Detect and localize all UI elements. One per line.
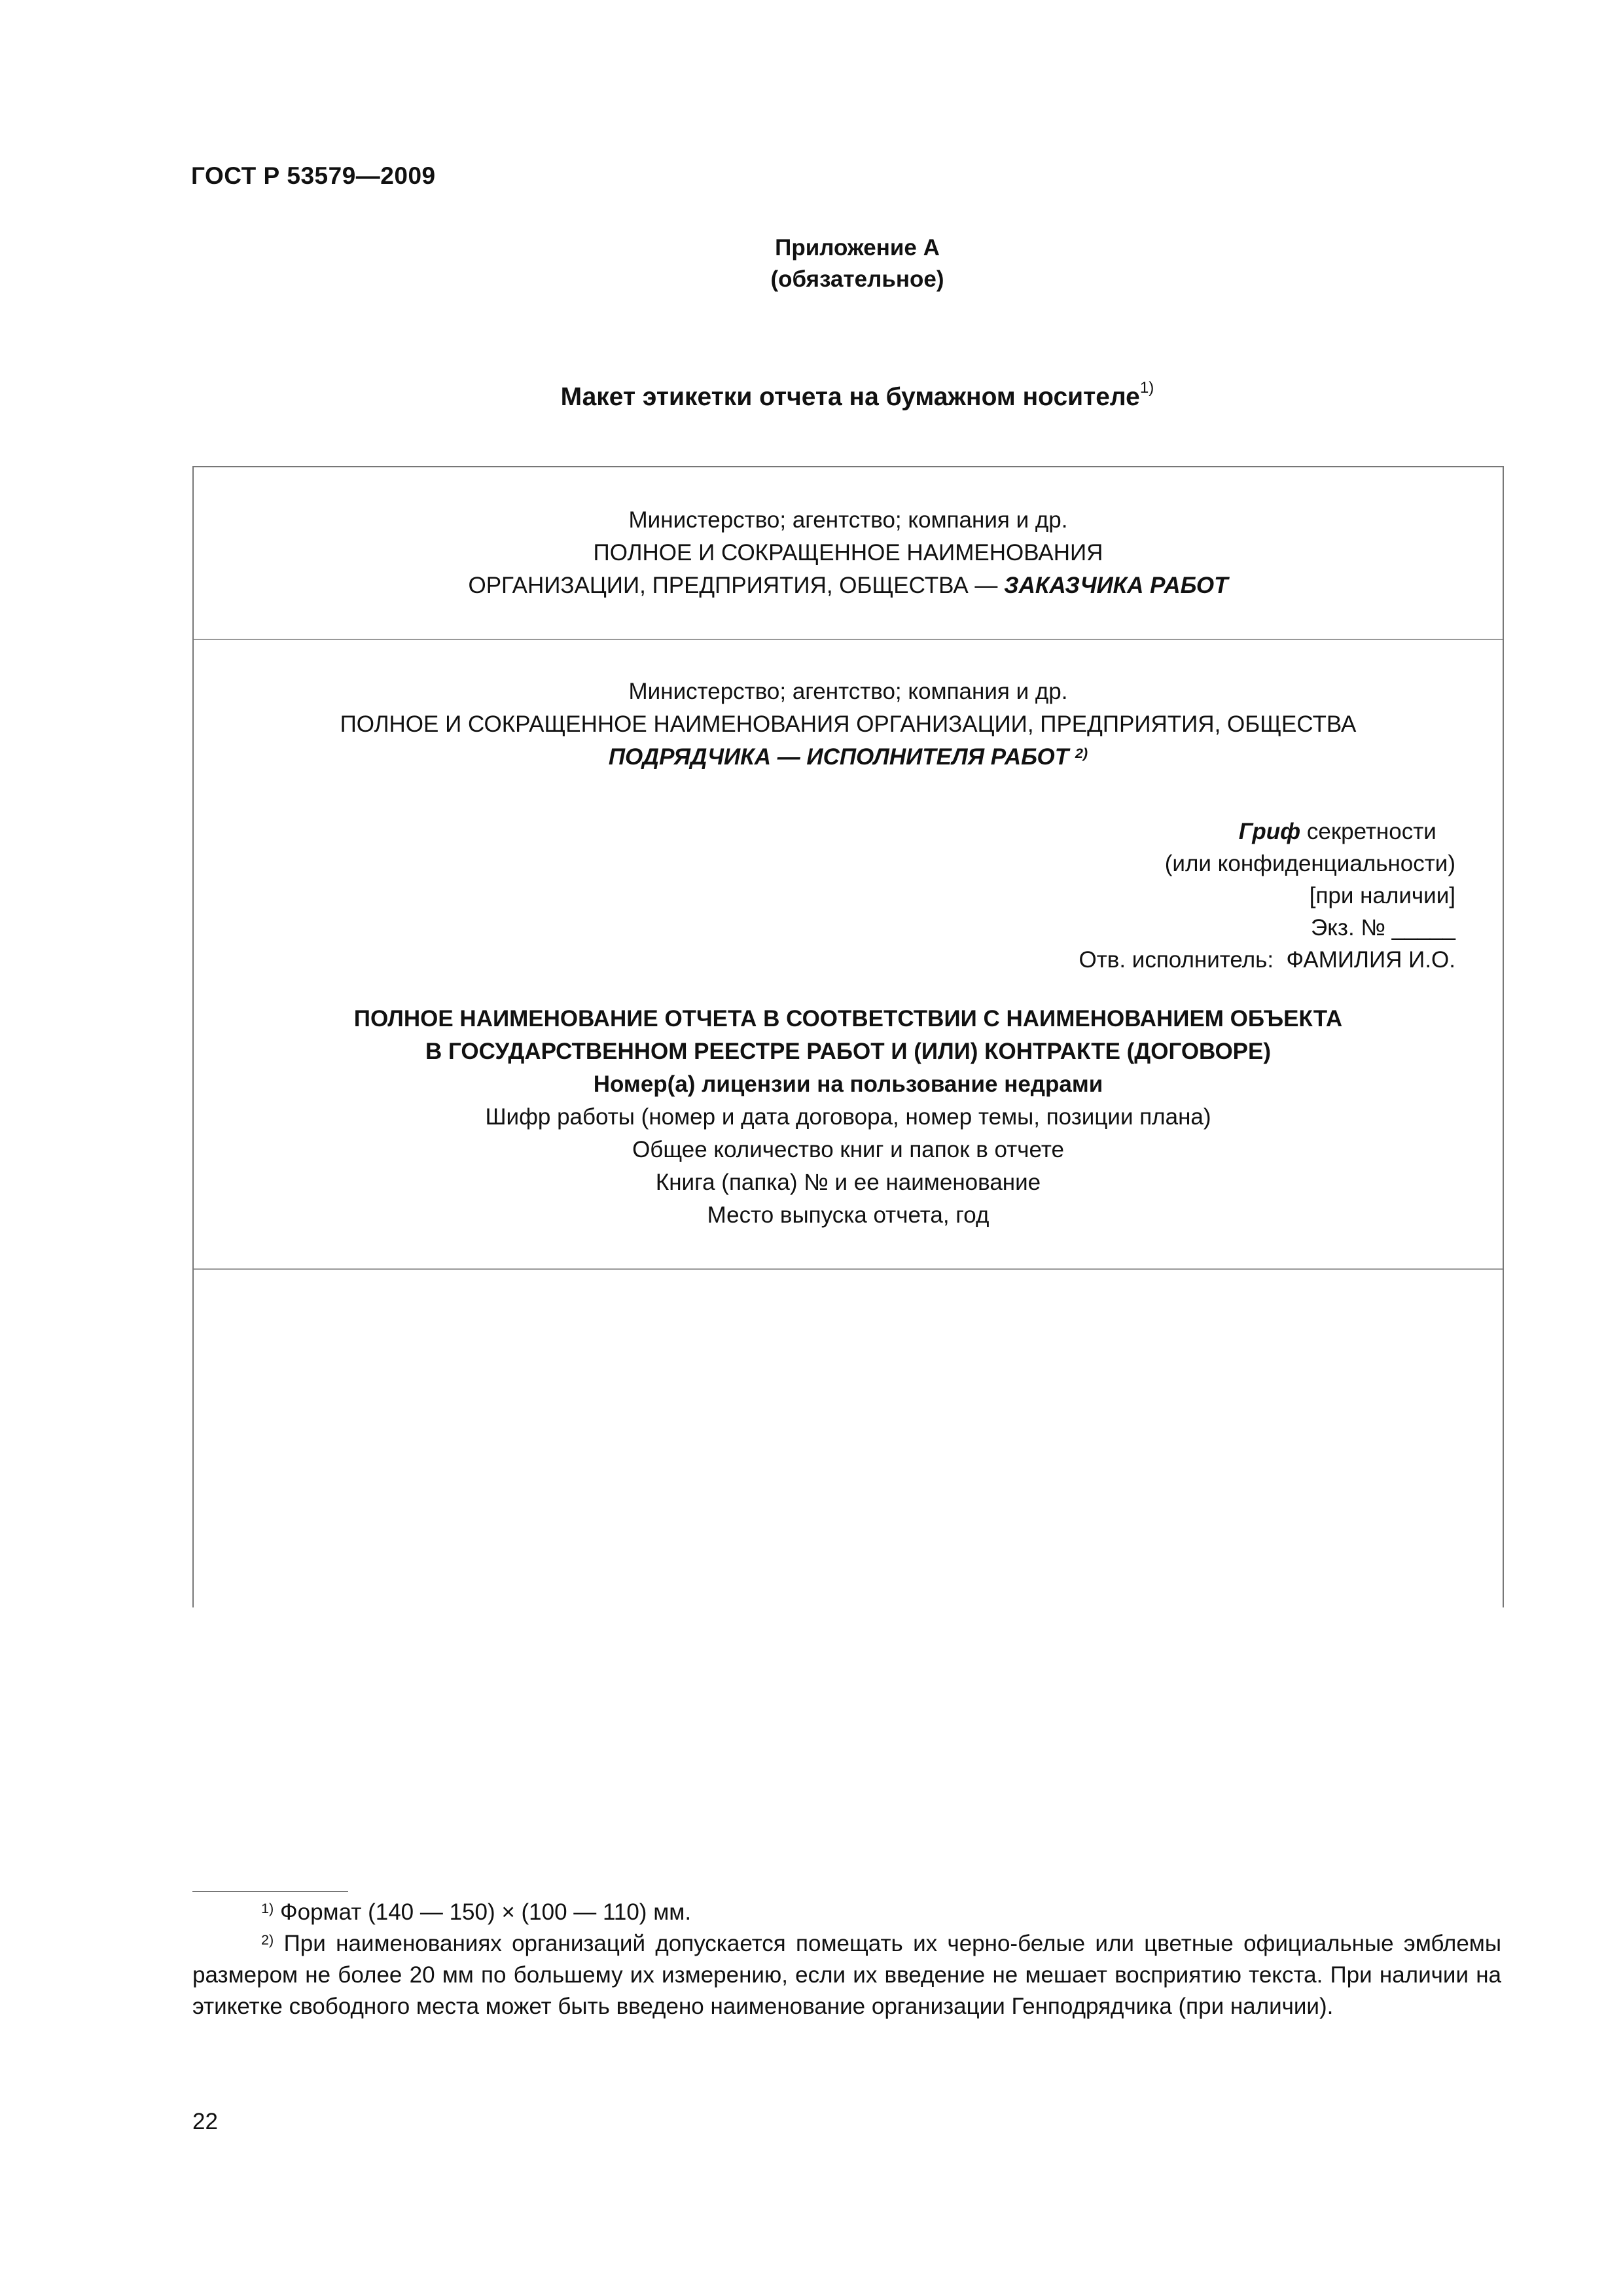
classification-block <box>1079 816 1455 976</box>
report-name-line1: ПОЛНОЕ НАИМЕНОВАНИЕ ОТЧЕТА В СООТВЕТСТВИИ С НАИМЕНОВАНИЕМ ОБЪЕКТА <box>353 1006 1343 1031</box>
customer-name-line: ПОЛНОЕ И СОКРАЩЕННОЕ НАИМЕНОВАНИЯ <box>593 540 1103 565</box>
grif-bold: Гриф <box>1238 819 1301 844</box>
confidentiality-line: (или конфиденциальности) <box>1164 851 1455 876</box>
license-line: Номер(а) лицензии на пользование недрами <box>593 1071 1103 1097</box>
appendix-status: (обязательное) <box>770 266 944 292</box>
executor-line: Отв. исполнитель: ФАМИЛИЯ И.О. <box>1079 947 1455 973</box>
document-code: ГОСТ Р 53579—2009 <box>191 162 436 189</box>
contractor-block <box>194 675 1503 774</box>
page-title <box>0 379 1623 412</box>
report-block <box>194 1003 1503 1232</box>
cipher-line: Шифр работы (номер и дата договора, номер темы, позиции плана) <box>485 1104 1211 1130</box>
page-title-text: Макет этикетки отчета на бумажном носителе <box>560 383 1140 411</box>
footnotes <box>192 1897 1501 2022</box>
footnote-1-text: Формат (140 — 150) × (100 — 110) мм. <box>274 1899 692 1925</box>
contractor-emphasis: ПОДРЯДЧИКА — ИСПОЛНИТЕЛЯ РАБОТ <box>608 744 1069 770</box>
label-layout-frame <box>192 466 1504 1607</box>
grif-rest: секретности <box>1300 819 1436 844</box>
footnote-2 <box>192 1928 1501 2022</box>
contractor-footnote-mark: 2) <box>1075 745 1088 761</box>
footnote-divider <box>192 1891 348 1892</box>
copy-number-line: Экз. № _____ <box>1311 915 1455 941</box>
appendix-heading <box>0 232 1623 295</box>
place-year-line: Место выпуска отчета, год <box>707 1202 990 1228</box>
footnote-1-mark: 1) <box>261 1900 274 1916</box>
books-total-line: Общее количество книг и папок в отчете <box>632 1137 1064 1162</box>
customer-org-prefix: ОРГАНИЗАЦИИ, ПРЕДПРИЯТИЯ, ОБЩЕСТВА — <box>468 573 1005 598</box>
contractor-emphasis-line <box>194 741 1503 774</box>
page-number: 22 <box>192 2109 218 2134</box>
footnote-1 <box>192 1897 1501 1928</box>
footnote-2-mark: 2) <box>261 1931 274 1948</box>
contractor-ministry-line: Министерство; агентство; компания и др. <box>628 679 1068 704</box>
book-name-line: Книга (папка) № и ее наименование <box>655 1170 1041 1195</box>
footnote-2-text: При наименованиях организаций допускается помещать их черно-белые или цветные официальные эмблемы размером не более 20 мм по большему их измерению, если их введение не мешает восприятию текста. При наличии на этикетке свободного места может быть введено наименование организации Генподрядчика (при наличии). <box>192 1931 1501 2019</box>
customer-ministry-line: Министерство; агентство; компания и др. <box>628 507 1068 533</box>
customer-block <box>194 504 1503 602</box>
contractor-section <box>194 639 1503 1270</box>
blank-section <box>194 1268 1503 1607</box>
contractor-name-line: ПОЛНОЕ И СОКРАЩЕННОЕ НАИМЕНОВАНИЯ ОРГАНИЗАЦИИ, ПРЕДПРИЯТИЯ, ОБЩЕСТВА <box>340 711 1357 737</box>
grif-line <box>1079 816 1455 848</box>
customer-emphasis: ЗАКАЗЧИКА РАБОТ <box>1004 573 1228 598</box>
title-footnote-mark: 1) <box>1139 379 1154 397</box>
appendix-title: Приложение А <box>775 235 940 260</box>
customer-org-line <box>194 569 1503 602</box>
availability-line: [при наличии] <box>1309 883 1455 908</box>
report-name-line2: В ГОСУДАРСТВЕННОМ РЕЕСТРЕ РАБОТ И (ИЛИ) КОНТРАКТЕ (ДОГОВОРЕ) <box>425 1039 1272 1064</box>
customer-section <box>194 467 1503 640</box>
